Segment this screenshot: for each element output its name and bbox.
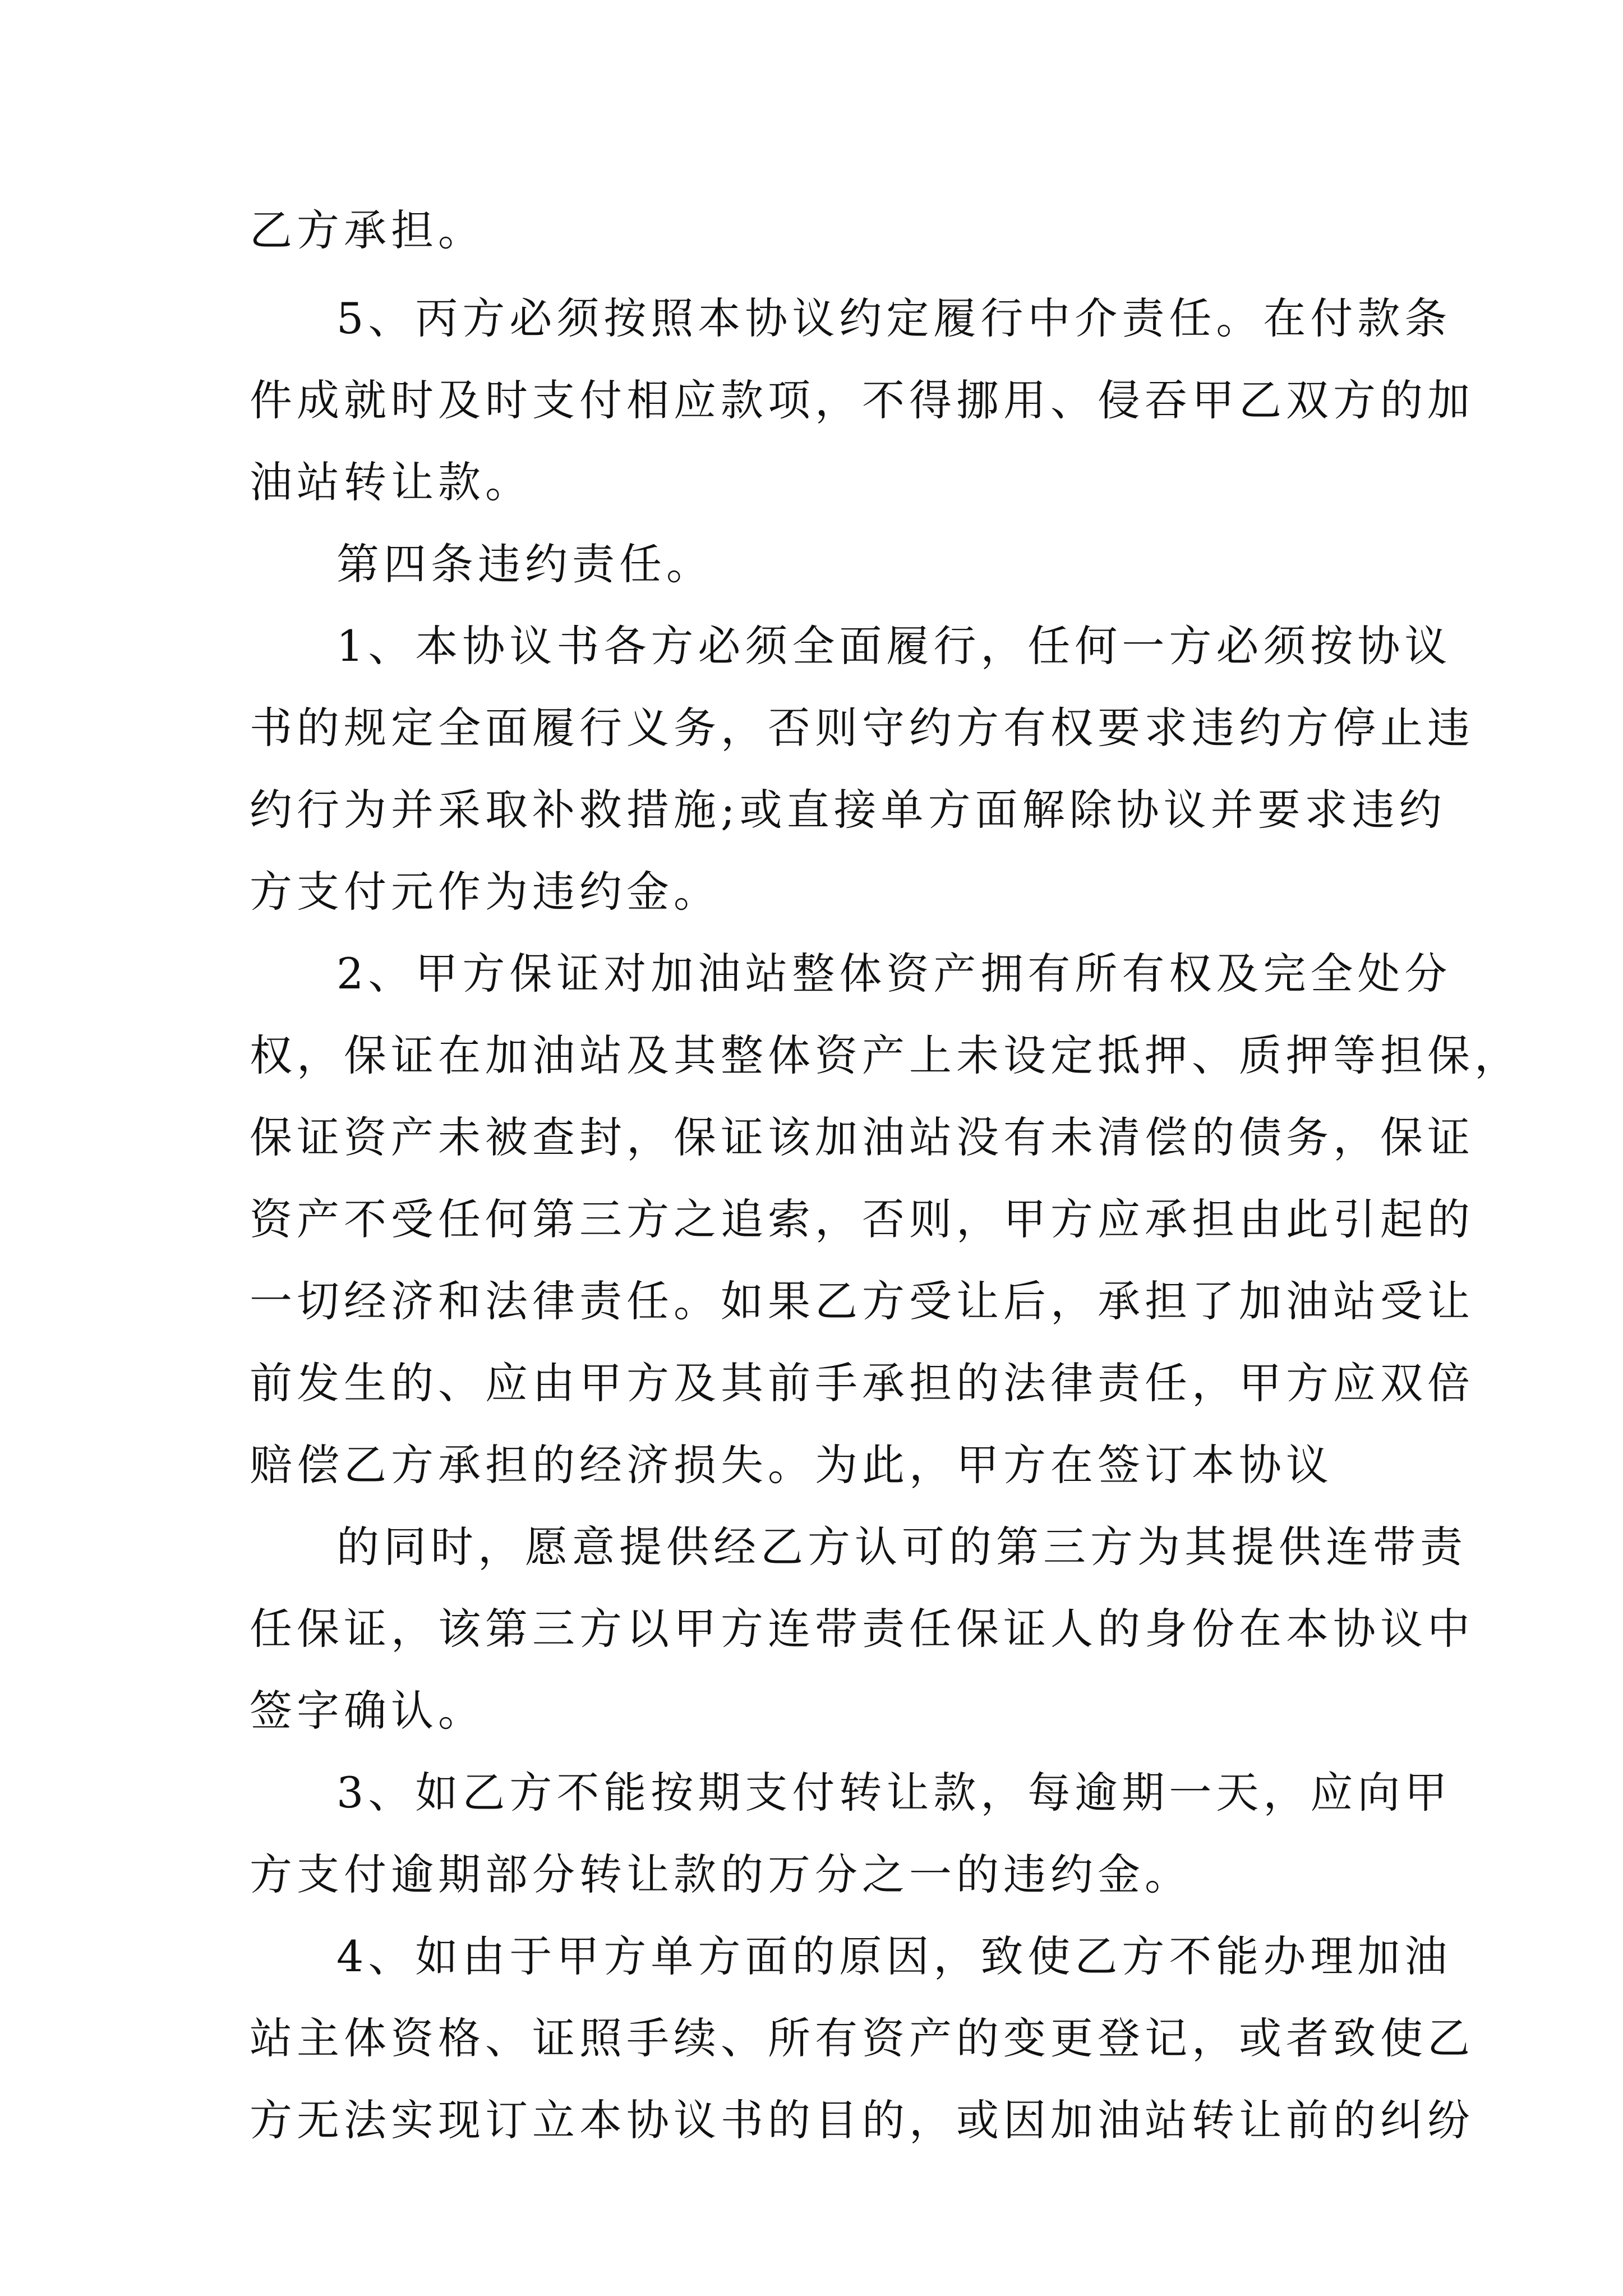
section-heading: 第四条违约责任。 [336,539,713,589]
text-line: 任保证，该第三方以甲方连带责任保证人的身份在本协议中 [250,1604,1474,1654]
text-line: 方无法实现订立本协议书的目的，或因加油站转让前的纠纷 [250,2095,1474,2145]
text-line: 保证资产未被查封，保证该加油站没有未清偿的债务，保证 [250,1112,1474,1162]
text-line: 赔偿乙方承担的经济损失。为此，甲方在签订本协议 [250,1440,1333,1490]
text-line: 方支付逾期部分转让款的万分之一的违约金。 [250,1849,1192,1899]
text-line: 2、甲方保证对加油站整体资产拥有所有权及完全处分 [336,949,1452,999]
text-line: 站主体资格、证照手续、所有资产的变更登记，或者致使乙 [250,2013,1474,2063]
text-line: 方支付元作为违约金。 [250,867,721,917]
text-line: 一切经济和法律责任。如果乙方受让后，承担了加油站受让 [250,1276,1474,1326]
text-line: 书的规定全面履行义务，否则守约方有权要求违约方停止违 [250,703,1474,753]
text-line: 的同时，愿意提供经乙方认可的第三方为其提供连带责 [336,1522,1467,1572]
text-line: 前发生的、应由甲方及其前手承担的法律责任，甲方应双倍 [250,1358,1474,1408]
text-line: 乙方承担。 [250,205,485,255]
text-line: 约行为并采取补救措施;或直接单方面解除协议并要求违约 [250,785,1446,835]
text-line: 4、如由于甲方单方面的原因，致使乙方不能办理加油 [336,1931,1452,1981]
text-line: 油站转让款。 [250,457,532,507]
text-line: 资产不受任何第三方之追索，否则，甲方应承担由此引起的 [250,1194,1474,1244]
text-line: 权，保证在加油站及其整体资产上未设定抵押、质押等担保， [250,1030,1521,1080]
text-line: 签字确认。 [250,1686,485,1736]
text-line: 5、丙方必须按照本协议约定履行中介责任。在付款条 [336,293,1452,343]
text-line: 1、本协议书各方必须全面履行，任何一方必须按协议 [336,621,1452,671]
text-line: 3、如乙方不能按期支付转让款，每逾期一天，应向甲 [336,1768,1452,1818]
text-line: 件成就时及时支付相应款项，不得挪用、侵吞甲乙双方的加 [250,375,1474,425]
